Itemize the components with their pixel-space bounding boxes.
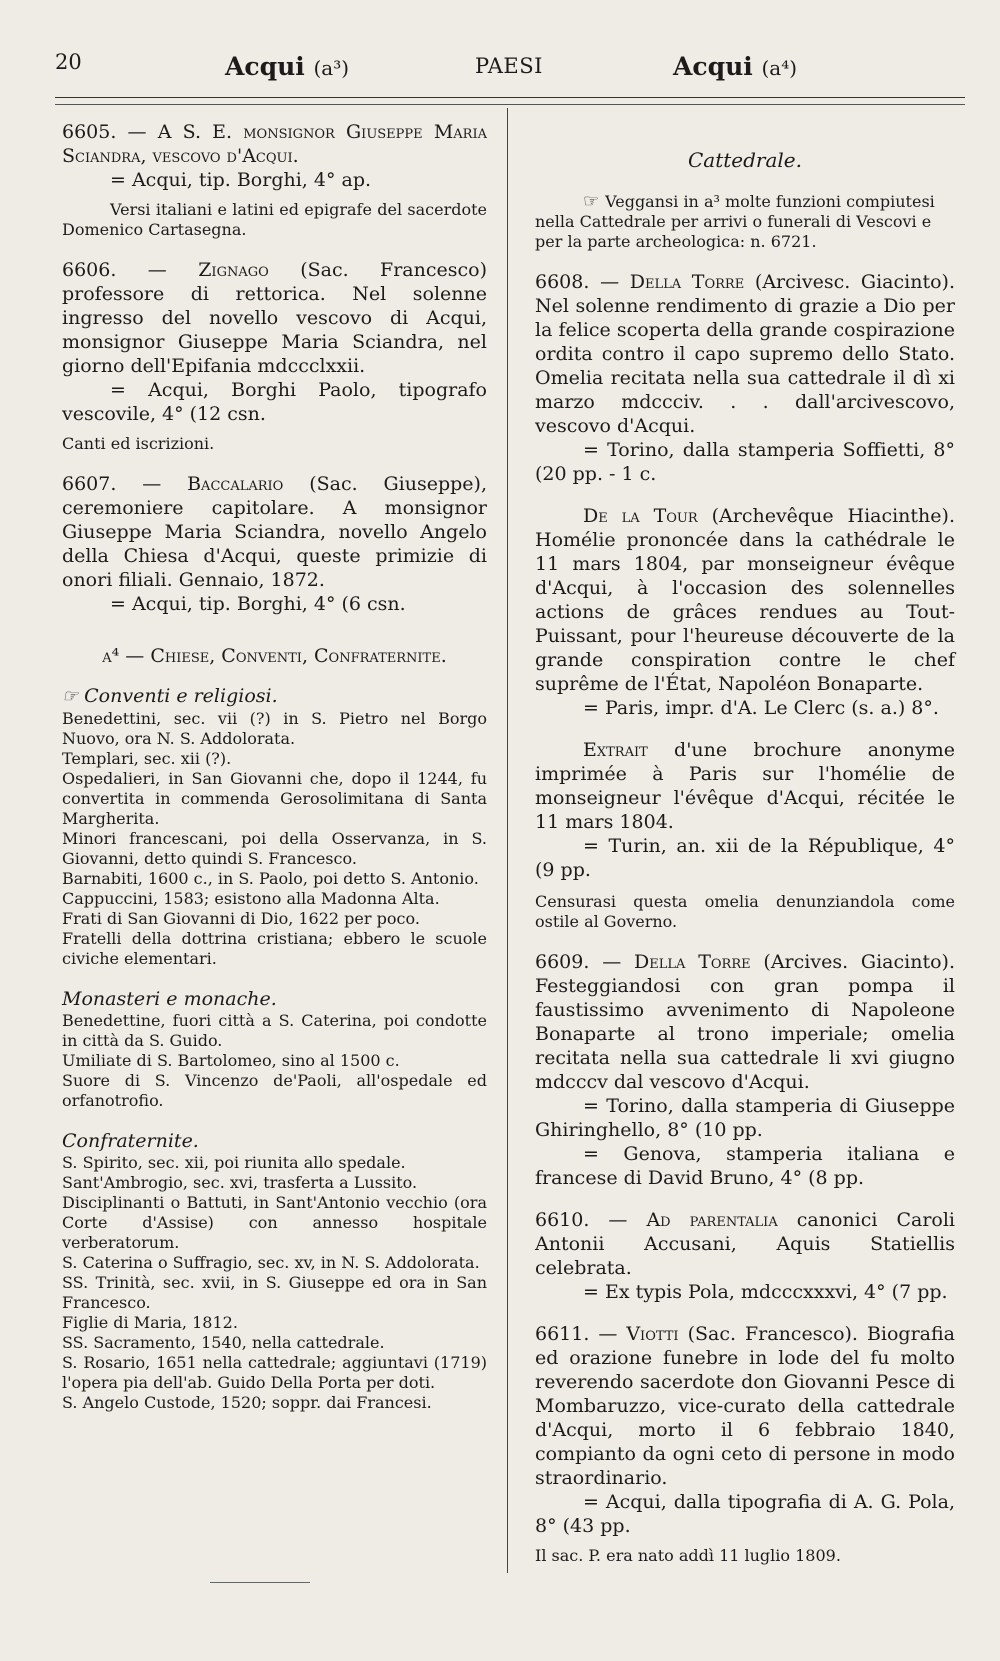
entry-extrait-imprint: = Turin, an. xii de la République, 4° (9 pp. <box>535 835 955 881</box>
header-center-title: PAESI <box>475 54 543 78</box>
entry-number: 6605. — A S. E. <box>62 121 233 143</box>
entry-body: (Archevêque Hiacinthe). Homélie prononcée dans la cathédrale le 11 mars 1804, par monseigneur évêque d'Acqui, à l'occasion des solennelles actions de grâces rendues au Tout-Puissant, pour l'heureuse découverte de la grande conspiration contre le chef suprême de l'État, Napoléon Bonaparte. <box>535 505 955 695</box>
cattedrale-note-text: Veggansi in a³ molte funzioni compiutesi nella Cattedrale per arrivi o funerali di Vescovi e per la parte archeologica: n. 6721. <box>535 192 935 251</box>
entry-body: (Arcivesc. Giacinto). Nel solenne rendimento di grazie a Dio per la felice scoperta della grande cospirazione ordita contro il capo supremo dello Stato. Omelia recitata nella sua cattedrale il dì xi marzo mdccciv. . . dall'arcivescovo, vescovo d'Acqui. <box>535 271 955 437</box>
monasteri-heading: Monasteri e monache. <box>62 988 277 1010</box>
entry-number: 6607. — Baccalario <box>62 473 284 495</box>
entry-body: (Sac. Francesco). Biografia ed orazione funebre in lode del fu molto reverendo sacerdote don Giovanni Pesce di Mombaruzzo, vice-curato della cattedrale d'Acqui, morto il 6 febbraio 1840, compianto da ogni ceto di persone in modo straordinario. <box>535 1323 955 1489</box>
entry-body: (Arcives. Giacinto). Festeggiandosi con gran pompa il faustissimo avvenimento di Napoleone Bonaparte al trono imperiale; omelia recitata nella sua cattedrale li xvi giugno mdcccv dal vescovo d'Acqui. <box>535 951 955 1093</box>
entry-6606-note: Canti ed iscrizioni. <box>62 434 215 453</box>
conventi-title: Conventi e religiosi. <box>84 685 278 707</box>
entry-detour-body <box>535 504 955 696</box>
entry-6609-body <box>535 950 955 1094</box>
entry-number: 6606. — Zignago <box>62 259 269 281</box>
list-item: S. Caterina o Suffragio, sec. xv, in N. S. Addolorata. <box>62 1253 480 1272</box>
conventi-heading <box>62 684 487 709</box>
entry-detour-imprint: = Paris, impr. d'A. Le Clerc (s. a.) 8°. <box>583 697 939 719</box>
entry-6611-body <box>535 1322 955 1490</box>
list-item: Umiliate di S. Bartolomeo, sino al 1500 c. <box>62 1051 400 1070</box>
header-left-sub: (a³) <box>313 56 350 80</box>
list-item: S. Rosario, 1651 nella cattedrale; aggiuntavi (1719) l'opera pia dell'ab. Guido Della Porta per doti. <box>62 1353 487 1392</box>
entry-6606 <box>62 258 487 454</box>
entry-6609-imprint-1: = Torino, dalla stamperia di Giuseppe Ghiringhello, 8° (10 pp. <box>535 1095 955 1141</box>
column-divider <box>507 108 508 1573</box>
list-item: Templari, sec. xii (?). <box>62 749 232 768</box>
list-item: Ospedalieri, in San Giovanni che, dopo il 1244, fu convertita in commenda Gerosolimitana di Santa Margherita. <box>62 769 487 828</box>
entry-6608 <box>535 270 955 486</box>
header-left-word: Acqui <box>225 52 305 81</box>
entry-number: 6610. — Ad parentalia <box>535 1209 778 1231</box>
entry-6607-imprint: = Acqui, tip. Borghi, 4° (6 csn. <box>110 593 406 615</box>
entry-6608-imprint: = Torino, dalla stamperia Soffietti, 8° (20 pp. - 1 c. <box>535 439 955 485</box>
header-rule-top <box>55 97 965 98</box>
entry-6607 <box>62 472 487 616</box>
entry-title: monsignor Giuseppe Maria Sciandra, vescovo d'Acqui. <box>62 121 487 167</box>
list-item: Benedettini, sec. vii (?) in S. Pietro nel Borgo Nuovo, ora N. S. Addolorata. <box>62 709 487 748</box>
header-rule-bottom <box>55 104 965 105</box>
confraternite-heading: Confraternite. <box>62 1130 199 1152</box>
entry-6606-imprint: = Acqui, Borghi Paolo, tipografo vescovile, 4° (12 csn. <box>62 379 487 425</box>
entry-6610 <box>535 1208 955 1304</box>
entry-6610-body <box>535 1208 955 1280</box>
monasteri-block <box>62 987 487 1111</box>
list-item: Suore di S. Vincenzo de'Paoli, all'ospedale ed orfanotrofio. <box>62 1071 487 1110</box>
entry-body: (Sac. Giuseppe), ceremoniere capitolare. A monsignor Giuseppe Maria Sciandra, novello Angelo della Chiesa d'Acqui, queste primizie di onori filiali. Gennaio, 1872. <box>62 473 487 591</box>
list-item: Minori francescani, poi della Osservanza, in S. Giovanni, detto quindi S. Francesco. <box>62 829 487 868</box>
confraternite-block <box>62 1129 487 1413</box>
left-column <box>62 120 487 1431</box>
entry-body: d'une brochure anonyme imprimée à Paris sur l'homélie de monseigneur l'évêque d'Acqui, récitée le 11 mars 1804. <box>535 739 955 833</box>
entry-6611-note: Il sac. P. era nato addì 11 luglio 1809. <box>535 1546 841 1565</box>
page-number: 20 <box>55 50 82 74</box>
entry-body: (Sac. Francesco) professore di rettorica. Nel solenne ingresso del novello vescovo di Acqui, monsignor Giuseppe Maria Sciandra, nel giorno dell'Epifania mdccclxxii. <box>62 259 488 377</box>
entry-6611-imprint: = Acqui, dalla tipografia di A. G. Pola, 8° (43 pp. <box>535 1491 955 1537</box>
list-item: Benedettine, fuori città a S. Caterina, poi condotte in città da S. Guido. <box>62 1011 487 1050</box>
right-column <box>535 120 955 1584</box>
entry-number: 6609. — Della Torre <box>535 951 751 973</box>
entry-body: canonici Caroli Antonii Accusani, Aquis Statiellis celebrata. <box>535 1209 955 1279</box>
entry-6605-imprint: = Acqui, tip. Borghi, 4° ap. <box>110 169 372 191</box>
entry-6605-head <box>62 120 487 168</box>
list-item: Cappuccini, 1583; esistono alla Madonna Alta. <box>62 889 440 908</box>
entry-extrait-body <box>535 738 955 834</box>
conventi-block <box>62 684 487 969</box>
list-item: SS. Sacramento, 1540, nella cattedrale. <box>62 1333 385 1352</box>
list-item: SS. Trinità, sec. xvii, in S. Giuseppe ed ora in San Francesco. <box>62 1273 487 1312</box>
cattedrale-heading: Cattedrale. <box>687 148 802 172</box>
list-item: Disciplinanti o Battuti, in Sant'Antonio vecchio (ora Corte d'Assise) con annesso hospitale verberatorum. <box>62 1193 487 1252</box>
header-right-title <box>673 52 797 81</box>
entry-extrait-note: Censurasi questa omelia denunziandola come ostile al Governo. <box>535 892 955 931</box>
entry-6609 <box>535 950 955 1190</box>
list-item: Fratelli della dottrina cristiana; ebbero le scuole civiche elementari. <box>62 929 487 968</box>
entry-detour <box>535 504 955 720</box>
entry-number: 6608. — Della Torre <box>535 271 745 293</box>
entry-6605 <box>62 120 487 240</box>
entry-title: Extrait <box>583 739 648 761</box>
list-item: Barnabiti, 1600 c., in S. Paolo, poi detto S. Antonio. <box>62 869 479 888</box>
entry-6610-imprint: = Ex typis Pola, mdcccxxxvi, 4° (7 pp. <box>583 1281 948 1303</box>
header-right-sub: (a⁴) <box>761 56 798 80</box>
section-heading: a⁴ — Chiese, Conventi, Confraternite. <box>102 645 447 667</box>
list-item: S. Angelo Custode, 1520; soppr. dai Francesi. <box>62 1393 432 1412</box>
entry-extrait <box>535 738 955 932</box>
page-header <box>55 50 965 90</box>
list-item: Sant'Ambrogio, sec. xvi, trasferta a Lussito. <box>62 1173 418 1192</box>
entry-6607-body <box>62 472 487 592</box>
entry-6606-body <box>62 258 487 378</box>
list-item: Frati di San Giovanni di Dio, 1622 per poco. <box>62 909 420 928</box>
entry-number: 6611. — Viotti <box>535 1323 679 1345</box>
list-item: Figlie di Maria, 1812. <box>62 1313 238 1332</box>
entry-6605-note: Versi italiani e latini ed epigrafe del sacerdote Domenico Cartasegna. <box>62 200 487 239</box>
footer-rule <box>210 1582 310 1583</box>
cattedrale-note <box>535 192 955 252</box>
pointing-hand-icon: ☞ <box>62 686 79 707</box>
entry-6611 <box>535 1322 955 1566</box>
entry-6608-body <box>535 270 955 438</box>
header-left-title <box>225 52 349 81</box>
pointing-hand-icon: ☞ <box>583 191 600 212</box>
header-right-word: Acqui <box>673 52 753 81</box>
entry-title: De la Tour <box>583 505 698 527</box>
entry-6609-imprint-2: = Genova, stamperia italiana e francese di David Bruno, 4° (8 pp. <box>535 1143 955 1189</box>
list-item: S. Spirito, sec. xii, poi riunita allo spedale. <box>62 1153 406 1172</box>
